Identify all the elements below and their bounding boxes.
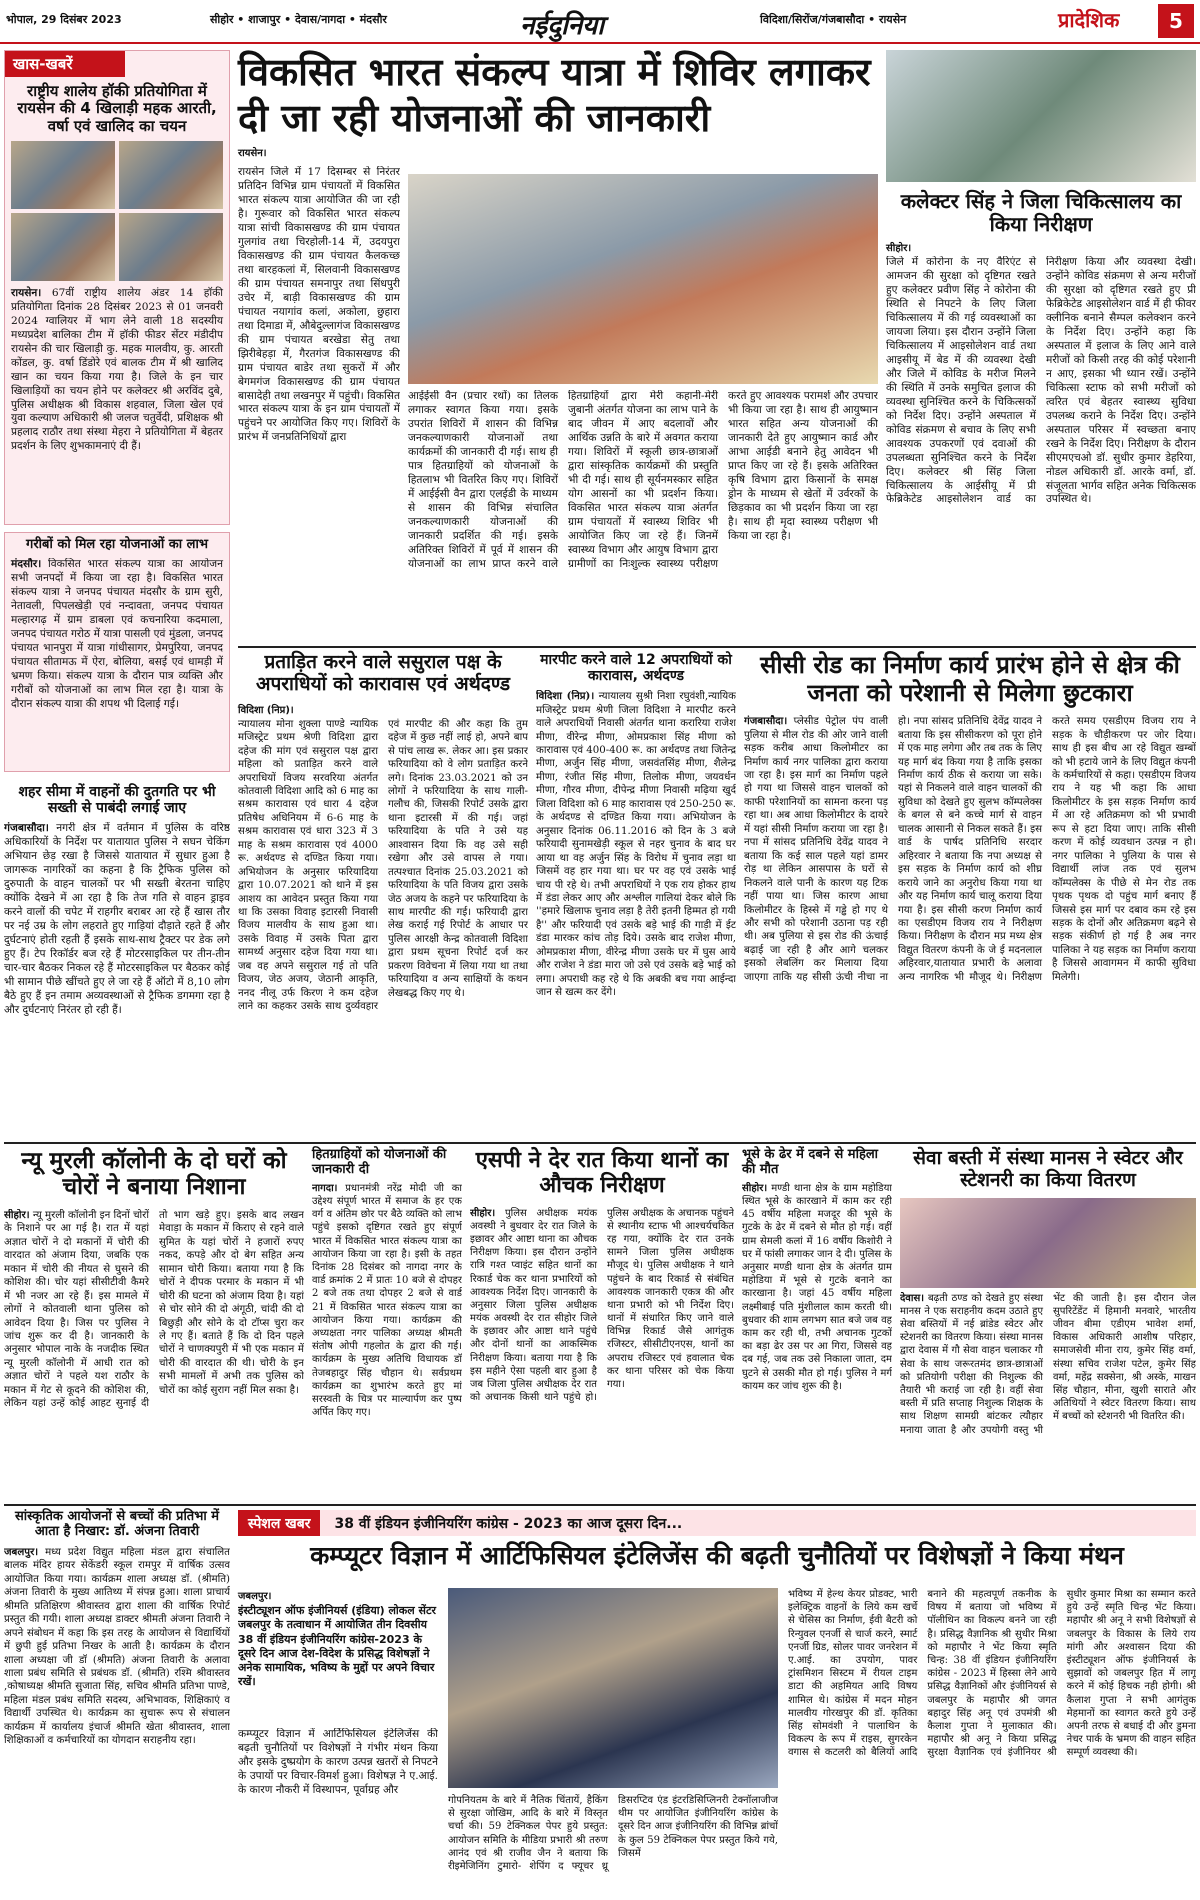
lead-headline: विकसित भारत संकल्प यात्रा में शिविर लगाकर दी जा रही योजनाओं की जानकारी [238, 50, 871, 140]
shahar-headline: शहर सीमा में वाहनों की दुतगति पर भी सख्ती से पाबंदी लगाई जाए [18, 784, 216, 817]
section-label: प्रादेशिक [1058, 8, 1120, 32]
hitgrahi-body-text: प्रधानमंत्री नरेंद्र मोदी जी का उद्देश्य संपूर्ण भारत में समाज के हर एक वर्ग व अंतिम छोर पर बैठे व्यक्ति को लाभ पहुंचे इसको दृष्टिगत रखते हुए संपूर्ण भारत में विकसित भारत संकल्प यात्रा का आयोजन किया जा रहा है। इसी के तहत दिनांक 28 दिसंबर को नागदा नगर के वार्ड क्रमांक 2 में प्रातः 10 बजे से दोपहर 2 बजे तक तथा दोपहर 2 बजे से वार्ड 21 में विकसित भारत संकल्प यात्रा का आयोजन किया गया। कार्यक्रम की अध्यक्षता नगर पालिका अध्यक्ष श्रीमती संतोष ओपी गहलोत के द्वारा की गई। कार्यक्रम के मुख्य अतिथि विधायक डॉ तेजबहादुर सिंह चौहान थे। सर्वप्रथम कार्यक्रम का शुभारंभ करते हुए मां सरस्वती के चित्र पर माल्यार्पण कर पुष्प अर्पित किए गए। [312, 1182, 462, 1419]
sp-article [470, 1148, 734, 1498]
divider [238, 646, 1196, 648]
marpit-body [536, 690, 736, 1126]
bhookh-dateline: सीहोर। [742, 1182, 768, 1194]
sp-body-text: पुलिस अधीक्षक मयंक अवस्थी ने बुधवार देर रात जिले के इछावर और आष्टा थाना का औचक निरीक्षण किया। इस दौरान उन्होंने रात्रि गश्त प्वाइंट सहित थानों का रिकार्ड चेक कर थाना प्रभारियों को आवश्यक निर्देश दिए। जानकारी के अनुसार जिला पुलिस अधीक्षक मयंक अवस्थी देर रात सीहोर जिले के इछावर और आष्टा थाने पहुंचे और दोनों थानों का आकस्मिक निरीक्षण किया। बताया गया है कि इस महीने ऐसा पहली बार हुआ है जब जिला पुलिस अधीक्षक देर रात को अचानक किसी थाने पहुंचे हो। पुलिस अधीक्षक के अचानक पहुंचने से स्थानीय स्टाफ भी आश्चर्यचकित रह गया, क्योंकि देर रात उनके सामने जिला पुलिस अधीक्षक मौजूद थे। पुलिस अधीक्षक ने थाने पहुंचने के बाद रिकार्ड से संबंधित आवश्यक जानकारी एकत्र की और थाना प्रभारी को भी निर्देश दिए। थानों में संधारित किए जाने वाले विभिन्न रिकार्ड जैसे आगंतुक रजिस्टर, सीसीटीएनएस, थानों का अपराध रजिस्टर एवं हवालात चेक कर थाना परिसर को चेक किया गया। [470, 1207, 734, 1404]
special-body-1: कम्प्यूटर विज्ञान में आर्टिफिसियल इंटेलिजेंस की बढ़ती चुनौतियों पर विशेषज्ञों ने गंभीर मंथन किया और इसके दुष्प्रयोग के कारण उत्पन्न खतरों से निपटने के उपायों पर विचार-विमर्श हुआ। विशेषज्ञ ने ए.आई. के कारण नौकरी में विस्थापन, पूर्वाग्रह और [238, 1728, 438, 1796]
khas-photos [5, 141, 229, 281]
bhookh-body [742, 1182, 892, 1482]
divider [4, 1504, 1196, 1506]
sewa-photo [900, 1198, 1196, 1288]
sp-body [470, 1207, 734, 1493]
lead-body-col2: आईईसी वैन (प्रचार रथों) का तिलक लगाकर स्वागत किया गया। इसके उपरांत शिविरों में शासन की विभिन्न जनकल्याणकारी योजनाओं तथा कार्यक्रमों की जानकारी दी गई। साथ ही पात्र हितग्राहियों को योजनाओं के हितलाभ भी वितरित किए गए। शिविरों में आईईसी वैन द्वारा एलईडी के माध्यम से शासन की विभिन्न संचालित जनकल्याणकारी योजनाओं की जानकारी प्रदर्शित की गई। इसके अतिरिक्त शिविरों में पूर्व में शासन की योजनाओं का लाभ प्राप्त करने वाले हितग्राहियों द्वारा मेरी कहानी-मेरी जुबानी अंतर्गत योजना का लाभ पाने के बाद जीवन में आए बदलावों और आर्थिक उन्नति के बारे में अवगत कराया गया। शिविरों में स्कूली छात्र-छात्राओं द्वारा सांस्कृतिक कार्यक्रमों की प्रस्तुति भी दी गई। साथ ही सूर्यनमस्कार सहित योग आसनों का भी प्रदर्शन किया। विकसित भारत संकल्प यात्रा अंतर्गत ग्राम पंचायतों में स्वास्थ्य शिविर भी आयोजित किए जा रहे हैं। जिनमें स्वास्थ्य विभाग और आयुष विभाग द्वारा ग्रामीणों का निःशुल्क स्वास्थ्य परीक्षण करते हुए आवश्यक परामर्श और उपचार भी किया जा रहा है। साथ ही आयुष्मान भारत सहित अन्य योजनाओं की जानकारी देते हुए आयुष्मान कार्ड और आभा आईडी बनाने हेतु आवेदन भी प्राप्त किए जा रहे हैं। इसके अतिरिक्त कृषि विभाग द्वारा किसानों के समक्ष ड्रोन के माध्यम से खेतों में उर्वरकों के छिड़काव का भी प्रदर्शन किया जा रहा है। साथ ही मृदा स्वास्थ्य परीक्षण भी किया जा रहा है। [408, 390, 878, 570]
bhookh-headline: भूसे के ढेर में दबने से महिला की मौत [742, 1147, 879, 1177]
murli-article [4, 1148, 304, 1498]
hitgrahi-article [312, 1148, 462, 1498]
masthead-cities-left: सीहोर • शाजापुर • देवास/नागदा • मंदसौर [210, 13, 387, 26]
sewa-article [900, 1148, 1196, 1498]
khas-khabar-box [4, 50, 230, 525]
special-caption: गोपनियतम के बारे में नैतिक चिंतायें, हैकिंग से सुरक्षा जोखिम, आदि के बारे में विस्तृत चर्चा की। 59 टेक्निकल पेपर हुये प्रस्तुत: आयोजन समिति के मीडिया प्रभारी श्री तरुण आनंद एवं श्री राजीव जैन ने बताया कि रीइमेजिनिंग टुमारो- शेपिंग द फ्यूचर थ्रू डिसरप्टिव एंड इंटरडिसिप्लिनरी टेक्नॉलाजीज थीम पर आयोजित इंजीनियरिंग कांग्रेस के दूसरे दिन आज इंजीनियरिंग की विभिन्न ब्रांचों के कुल 59 टेक्निकल पेपर प्रस्तुत किये गये, जिसमें [448, 1795, 778, 1872]
shahar-body [4, 822, 230, 1127]
pratadit-article [238, 652, 528, 1138]
shahar-body-text: नगरी क्षेत्र में वर्तमान में पुलिस के वरिष्ठ अधिकारियों के निर्देश पर यातायात पुलिस ने सघन चेकिंग अभियान छेड़ रखा है जिससे यातायात में सुधार हुआ है जागरूक नागरिकों का कहना है कि ट्रैफिक पुलिस को दुरुपाती के वाहन चालकों पर भी सख्ती बेरतना चाहिए क्योंकि देखने में आ रहा है कि तेज गति से वाहन ड्राइव करने वालों की चपेट में राहगीर बराबर आ रहे हैं खास तौर पर नई उम्र के लोग लहराते हुए गाड़ियां दौड़ाते रहते हैं और दुर्घटनाएं होती रहती हैं इसके साथ-साथ ट्रैक्टर पर डेक लगे हुए हैं। टेप रिकॉर्डर बज रहे हैं मोटरसाइकिल पर तीन-तीन चार-चार बैठकर निकल रहे हैं मोटरसाइकिल पर बैठकर कोई भी सामान पीछे खींचते हुए ले जा रहे हैं ऑटो में 8,10 लोग बैठे हुए हैं इन तमाम अव्यवस्थाओं से ट्रैफिक डगमगा रहा है और दुर्घटनाएं निरंतर हो रही हैं। [4, 822, 230, 1016]
sanskritik-body [4, 1546, 230, 1888]
shahar-article [4, 782, 230, 1137]
sanskritik-headline: सांस्कृतिक आयोजनों से बच्चों की प्रतिभा में आता है निखार: डॉ. अंजना तिवारी [14, 1509, 220, 1539]
collector-dateline: सीहोर। [886, 243, 912, 254]
masthead [0, 0, 1200, 44]
player-photo [119, 213, 223, 281]
marpit-headline: मारपीट करने वाले 12 अपराधियों को कारावास, अर्थदण्ड [540, 652, 732, 685]
player-photo [11, 141, 115, 209]
page-number: 5 [1158, 4, 1194, 38]
special-article [238, 1510, 1196, 1895]
special-dateline: जबलपुर। [238, 1591, 272, 1602]
ccroad-body-text: प्लेसीड पेट्रोल पंप वाली पुलिया से मील रोड की ओर जाने वाली सड़क करीब आधा किलोमीटर का निर्माण कार्य नगर पालिका द्वारा कराया जा रहा है। इस मार्ग का निर्माण पहले हो गया था जिससे वाहन चालकों को काफी परेशानियों का सामना करना पड़ रहा था। अब आधा किलोमीटर के दायरे में यहां सीसी निर्माण कराया जा रहा है। नपा में सांसद प्रतिनिधि देवेंद्र यादव ने बताया कि कई साल पहले यहां डामर रोड़ था लेकिन आसपास के घरों से निकलने वाले पानी के कारण यह टिक नहीं पाया था। जिस कारण आधा किलोमीटर के हिस्से में गड्ढे हो गए थे और सभी को परेशानी उठाना पड़ रही थी। अब पुलिया से इस रोड की ऊंचाई बढ़ाई जा रही है और आगे चलकर इसको लेबलिंग कर मिलाया दिया जाएगा ताकि यह सीसी ऊंची नीचा ना हो। नपा सांसद प्रतिनिधि देवेंद्र यादव ने बताया कि इस सीसीकरण को पूरा होने में एक माह लगेगा और तब तक के लिए यह मार्ग बंद किया गया है ताकि इसका निर्माण कार्य ठीक से कराया जा सके। यहां से निकलने वाले वाहन चालकों की सुविधा को देखते हुए सुलभ कॉम्पलेक्स के बगल से बने कच्चे मार्ग से वाहन चालक आसानी से निकल सकते हैं। इस वार्ड के पार्षद प्रतिनिधि सरदार अहिरवार ने बताया कि नपा अध्यक्ष से इस सड़क के निर्माण कार्य को शीघ्र कराये जाने का अनुरोध किया गया था और यह निर्माण कार्य चालू कराया दिया गया है। इस सीसी करण निर्माण कार्य का एसडीएम विजय राय ने निरीक्षण किया। निरीक्षण के दौरान मप्र मध्य क्षेत्र विद्युत वितरण कंपनी के जे ई मदनलाल अहिरवार,यातायात प्रभारी के अलावा अन्य नागरिक भी मौजूद थे। निरीक्षण करते समय एसडीएम विजय राय ने सड़क के चौड़ीकरण पर जोर दिया। साथ ही इस बीच आ रहे विद्युत खम्बों को भी हटाये जाने के लिए विद्युत कंपनी के कर्मचारियों से कहा। एसडीएम विजय राय ने यह भी कहा कि आधा किलोमीटर के इस सड़क निर्माण कार्य में आ रहे अतिक्रमण को भी प्रभावी रूप से हटा दिया जाए। ताकि सीसी करण में कोई व्यवधान उत्पन्न न हो। नगर पालिका ने पुलिया के पास से विद्यार्थी लांज तक एवं सुलभ कॉम्पलेक्स के पीछे से मेन रोड तक पृथक पृथक दो पहुंच मार्ग बनाए हैं जिससे इस मार्ग पर दबाव कम रहे इस सड़क के दोनों और अतिक्रमण बढ़ने से सड़क संकीर्ण हो गई है अब नगर पालिका ने यह सड़क का निर्माण कराया है जिससे आवागमन में काफी सुविधा मिलेगी। [744, 716, 1196, 983]
collector-body: जिले में कोरोना के नए वैरिएंट से आमजन की सुरक्षा को दृष्टिगत रखते हुए कलेक्टर प्रवीण सिंह ने कोरोना की स्थिति से निपटने के लिए जिला चिकित्सालय में की गई व्यवस्थाओं का जायजा लिया। इस दौरान उन्होंने जिला चिकित्सालय में आइसोलेशन वार्ड तथा आइसीयू में बेड में की व्यवस्था देखी और जिले में कोविड के मरीज मिलने की स्थिति में उनके समुचित इलाज की व्यवस्था सुनिश्चित करने के चिकित्सकों को निर्देश दिए। उन्होंने अस्पताल में कोविड संक्रमण से बचाव के लिए सभी आवश्यक उपकरणों एवं दवाओं की उपलब्धता सुनिश्चित करने के निर्देश दिए। कलेक्टर श्री सिंह जिला चिकित्सालय के आईसीयू में प्री फेब्रिकेटेड आइसोलेशन वार्ड का निरीक्षण किया और व्यवस्था देखी। उन्होंने कोविड संक्रमण से अन्य मरीजों की सुरक्षा को दृष्टिगत रखते हुए प्री फेब्रिकेटेड आइसोलेशन वार्ड में ही फीवर क्लीनिक बनाने सैम्पल कलेक्शन करने के निर्देश दिए। उन्होंने कहा कि अस्पताल में इलाज के लिए आने वाले मरीजों को किसी तरह की कोई परेशानी न आए, इसका भी ध्यान रखें। उन्होंने चिकित्सा स्टाफ को सभी मरीजों को त्वरित एवं बेहतर स्वास्थ्य सुविधा उपलब्ध कराने के निर्देश दिए। उन्होंने अस्पताल परिसर में स्वच्छता बनाए रखने के निर्देश दिए। निरीक्षण के दौरान सीएमएचओ डॉ. सुधीर कुमार डेहरिया, नोडल अधिकारी डॉ. आरके वर्मा, डॉ. संजूलता भार्गव सहित अनेक चिकित्सक उपस्थित थे। [886, 256, 1196, 506]
khas-body [5, 281, 229, 503]
sp-dateline: सीहोर। [470, 1207, 496, 1219]
pratadit-body: न्यायालय मोना शुक्ला पाण्डे न्यायिक मजिस्ट्रेट प्रथम श्रेणी विदिशा द्वारा दहेज की मांग एवं ससुराल पक्ष द्वारा महिला को प्रताड़ित करने वाले अपराधियों विजय सरवरिया अंतर्गत कोतवाली विदिशा आदि को 6 माह का सश्रम कारावास एवं धारा 4 दहेज प्रतिषेध अधिनियम में 6-6 माह के सश्रम कारावास एवं धारा 323 में 3 माह के सश्रम कारावास एवं 4000 रू. अर्थदण्ड से दण्डित किया गया। अभियोजन के अनुसार फरियादिया द्वारा 10.07.2021 को थाने में इस आशय का आवेदन प्रस्तुत किया गया था कि उसका विवाह इटारसी निवासी विजय मालवीय के साथ हुआ था। उसके विवाह में उसके पिता द्वारा सामर्थ्य अनुसार दहेज दिया गया था। जब वह अपने ससुराल गई तो पति विजय, जेठ अजय, जेठानी आकृति, ननद नीलू उर्फ किरण ने कम दहेज लाने का कहकर उसके साथ दुर्व्यवहार एवं मारपीट की और कहा कि तुम दहेज में कुछ नहीं लाई हो, अपने बाप से पांच लाख रू. लेकर आ। इस प्रकार फरियादिया को वे लोग प्रताड़ित करने लगे। दिनांक 23.03.2021 को उन लोगों ने फरियादिया के साथ गाली-गलौच की, जिसकी रिपोर्ट उसके द्वारा थाना इटारसी में की गई। जहां फरियादिया के पति ने उसे यह आश्वासन दिया कि वह उसे सही रखेगा और उसे वापस ले गया। तत्पश्चात दिनांक 25.03.2021 को फरियादिया के पति विजय द्वारा उसके जेठ अजय के कहने पर फरियादिया के साथ मारपीट की गई। फरियादी द्वारा लेख कराई गई रिपोर्ट के आधार पर पुलिस आरक्षी केन्द्र कोतवाली विदिशा द्वारा प्रथम सूचना रिपोर्ट दर्ज कर प्रकरण विवेचना में लिया गया था तथा फरियादिया व अन्य साक्षियों के कथन लेखबद्ध किए गए थे। [238, 718, 528, 1013]
sewa-body [900, 1292, 1196, 1478]
bhookh-body-text: मण्डी थाना क्षेत्र के ग्राम महोडिया स्थित भूसे के कारखाने में काम कर रही 45 वर्षीय महिला मजदूर की भूसे के गुटके के ढेर में दबने से मौत हो गई। वहीं ग्राम सेमली कलां में 16 वर्षीय किशोरी ने घर में फांसी लगाकर जान दे दी। पुलिस के अनुसार मण्डी थाना क्षेत्र के अंतर्गत ग्राम महोडिया में भूसे से गुटके बनाने का कारखाना है। जहां 45 वर्षीय महिला लक्ष्मीबाई पति मुंशीलाल काम करती थी। बुधवार की शाम लगभग सात बजे जब वह काम कर रही थी, तभी अचानक गुटकों का बड़ा ढेर उस पर आ गिरा, जिससे वह दब गई, जब तक उसे निकाला जाता, दम घुटने से उसकी मौत हो गई। पुलिस ने मर्ग कायम कर जांच शुरू की है। [742, 1182, 892, 1392]
newspaper-logo: नईदुनिया [520, 11, 604, 41]
player-photo [119, 141, 223, 209]
ccroad-dateline: गंजबासौदा। [744, 715, 788, 728]
divider [4, 1142, 1196, 1144]
special-photo [448, 1588, 778, 1788]
sewa-headline: सेवा बस्ती में संस्था मानस ने स्वेटर और स्टेशनरी का किया वितरण [913, 1147, 1183, 1191]
khas-dateline: रायसेन। [11, 286, 42, 299]
player-photo [11, 213, 115, 281]
special-banner [238, 1510, 1196, 1536]
sanskritik-article [4, 1510, 230, 1895]
hitgrahi-headline: हितग्राहियों को योजनाओं की जानकारी दी [312, 1147, 447, 1177]
special-label: स्पेशल खबर [238, 1510, 320, 1536]
murli-body-text: न्यू मुरली कॉलोनी इन दिनों चोरों के निशाने पर आ गई है। रात में यहां अज्ञात चोरों ने दो मकानों में चोरी की वारदात को अंजाम दिया, जबकि एक मकान में चोरी की नीयत से घुसने की कोशिश की। चोर यहां सीसीटीवी कैमरे में भी नजर आ रहे हैं। इस मामले में लोगों ने कोतवाली थाना पुलिस को आवेदन दिया है। जिस पर पुलिस ने जांच शुरू कर दी है। जानकारी के अनुसार भोपाल नाके के नजदीक स्थित न्यू मुरली कॉलोनी में आधी रात को अज्ञात चोरों ने पहले यश राठौर के मकान में गेट से कूदने की कोशिश की, लेकिन यहां उन्हें कोई आहट सुनाई दी तो भाग खड़े हुए। इसके बाद लखन मेवाड़ा के मकान में किराए से रहने वाले सुमित के यहां चोरों ने हजारों रुपए नकद, कपड़े और दो बेग सहित अन्य सामान चोरी किया। बताया गया है कि चोरों ने दीपक परमार के मकान में भी चोरी की घटना को अंजाम दिया है। यहां से चोर सोने की दो अंगूठी, चांदी की दो बिछुड़ी और सोने के दो टॉप्स चुरा कर ले गए हैं। बताते हैं कि दो दिन पहले चोरों ने चाणक्यपुरी में भी एक मकान में चोरी की वारदात की थी। चोरी के इन सभी मामलों में अभी तक पुलिस को चोरों का कोई सुराग नहीं मिल सका है। [4, 1209, 304, 1410]
murli-dateline: सीहोर। [4, 1208, 30, 1221]
hitgrahi-body [312, 1182, 462, 1482]
hitgrahi-dateline: नागदा। [312, 1182, 338, 1194]
marpit-article [536, 652, 736, 1138]
ccroad-body [744, 715, 1196, 1123]
ccroad-article [744, 652, 1196, 1138]
masthead-cities-right: विदिशा/सिरोंज/गंजबासौदा • रायसेन [760, 13, 907, 26]
masthead-date: भोपाल, 29 दिसंबर 2023 [6, 13, 122, 26]
sewa-body-text: बढ़ती ठण्ड को देखते हुए संस्था मानस ने एक सराहनीय कदम उठाते हुए सेवा बस्तियों में नई ब्रांडेड स्वेटर और स्टेशनरी का वितरण किया। संस्था मानस द्वारा देवास में गौ सेवा वाहन चलाकर गौ सेवा के साथ जरूरतमंद छात्र-छात्राओं को प्रतियोगी परीक्षा की निशुल्क की तैयारी भी कराई जा रही है। वहीं सेवा बस्ती में प्रति सप्ताह निशुल्क शिक्षक के साथ शिक्षण सामग्री बांटकर त्यौहार मनाया जाता है और उपयोगी वस्तु भी भेंट की जाती है। इस दौरान जेल सुपरिटेंडेंट में हिमानी मनवारे, भारतीय जीवन बीमा एडीएम भावेश शर्मा, विकास अधिकारी आशीष परिहार, समाजसेवी मीना राय, कुमेर सिंह वर्मा, संस्था सचिव राजेश पटेल, कुमेर सिंह वर्मा, महेंद्र सक्सेना, श्री अस्के, माखन सिंह चौहान, मीना, खुशी साराते और अतिथियों ने स्वेटर वितरण किया। साथ में बच्चों को स्टेशनरी भी वितरित की। [900, 1292, 1196, 1436]
collector-photo [886, 50, 1196, 182]
murli-headline: न्यू मुरली कॉलोनी के दो घरों को चोरों ने बनाया निशाना [21, 1148, 287, 1201]
lead-body-col1: रायसेन जिले में 17 दिसम्बर से निरंतर प्रतिदिन विभिन्न ग्राम पंचायतों में विकसित भारत संकल्प यात्रा आयोजित की जा रही है। गुरूवार को विकसित भारत संकल्प यात्रा सांची विकासखण्ड की ग्राम पंचायत गुलगांव तथा चिरहोली-14 में, उदयपुरा विकासखण्ड की ग्राम पंचायत कैलकच्छ तथा बारहकलां में, सिलवानी विकासखण्ड की ग्राम पंचायत समनापुर तथा सिंधपुरी उचेर में, बाड़ी विकासखण्ड की ग्राम पंचायत नयागांव कलां, अकोला, छुहारा तथा दिमाडा में, औबेदुल्लागंज विकासखण्ड की ग्राम पंचायत बरखेडा सेतु तथा झिरीबेहड़ा में, गैरतगंज विकासखण्ड की ग्राम पंचायत बाडेर तथा सुकरों में और बेगमगंज विकासखण्ड की ग्राम पंचायत बासादेही तथा लखनपुर में पहुंची। विकसित भारत संकल्प यात्रा के इन ग्राम पंचायतों में पहुंचने पर आयोजित किए गए। शिविरों के प्रारंभ में जनप्रतिनिधियों द्वारा [238, 166, 400, 444]
marpit-dateline: विदिशा (निप्र)। [536, 690, 595, 703]
pratadit-headline: प्रताड़ित करने वाले ससुराल पक्ष के अपराधियों को कारावास एवं अर्थदण्ड [255, 651, 511, 695]
bhookh-article [742, 1148, 892, 1498]
special-ticker: 38 वीं इंडियन इंजीनियरिंग कांग्रेस - 2023 का आज दूसरा दिन... [334, 1515, 683, 1532]
sanskritik-dateline: जबलपुर। [4, 1545, 39, 1558]
lead-dateline: रायसेन। [238, 148, 267, 160]
pratadit-dateline: विदिशा (निप्र)। [238, 704, 294, 716]
sanskritik-body-text: मध्य प्रदेश विद्युत महिला मंडल द्वारा संचालित बालक मंदिर हायर सेकेंडरी स्कूल रामपुर में वार्षिक उत्सव आयोजित किया गया। कार्यक्रम शाला अध्यक्ष डॉ. (श्रीमति) अंजना तिवारी के मुख्य आतिथ्य में संपन्न हुआ। शाला प्राचार्य श्रीमति प्रतिक्षिरण श्रीवास्तव द्वारा शाला की वार्षिक रिपोर्ट प्रस्तुत की गयी। शाला अध्यक्ष डाक्टर श्रीमती अंजना तिवारी ने अपने संबोधन में कहा कि इस तरह के आयोजन से विद्यार्थियों में छुपी हुई प्रतिभा निखर के आती है। कार्यक्रम के दौरान शाला अध्यक्षा जी डॉ (श्रीमति) अंजना तिवारी के अलावा शाला प्रबंध समिति से प्रबंधक डॉ. (श्रीमति) रश्मि श्रीवास्तव ,कोषाध्यक्ष श्रीमति सुजाता सिंह, सचिव श्रीमति प्रतिभा पाण्डे, महिला मंडल प्रबंध समिति सदस्य, अभिभावक, शिक्षिकाएं व विद्यार्थी उपस्थित थे। कार्यक्रम का सुचारू रूप से संचालन कार्यक्रम में कार्यालय इंचार्ज श्रीमति खेता श्रीवास्तव, शाला शिक्षिकाओं व कर्मचारियों का योगदान सराहनीय रहा। [4, 1546, 230, 1747]
garibon-dateline: मंदसौर। [11, 557, 42, 570]
murli-body [4, 1209, 304, 1489]
special-intro: इंस्टीट्यूशन ऑफ इंजीनियर्स (इंडिया) लोकल सेंटर जबलपुर के तत्वाधान में आयोजित तीन दिवसीय 38 वीं इंडियन इंजीनियरिंग कांग्रेस-2023 के दूसरे दिन आज देश-विदेश के प्रसिद्ध विशेषज्ञों ने अनेक सामायिक, भविष्य के मुद्दों पर अपने विचार रखें। [238, 1604, 436, 1689]
khas-khabar-label: खास-खबरें [5, 51, 125, 77]
khas-body-text: 67वीं राष्ट्रीय शालेय अंडर 14 हॉकी प्रतियोगिता दिनांक 28 दिसंबर 2023 से 01 जनवरी 2024 ग्वालियर में भाग लेने वाली 18 सदस्यीय मध्यप्रदेश बालिका टीम में हॉकी फीडर सेंटर मंडीदीप रायसेन की चार खिलाड़ी कु. महक मालवीय, कु. आरती कोंडल, कु. वर्षा डिंडोरे एवं बालक टीम में श्री खालिद खान का चयन किया गया है। जिले के इन चार खिलाड़ियों का चयन होने पर कलेक्टर श्री अरविंद दुबे, पुलिस अधीक्षक श्री विकास शहवाल, जिला खेल एवं युवा कल्याण अधिकारी श्री जलज चतुर्वेदी, प्रशिक्षक श्री प्रहलाद राठौर तथा संस्था मेहरा ने प्रतियोगिता में बेहतर प्रदर्शन के लिए शुभकामनाएं दी हैं। [11, 286, 223, 453]
collector-headline: कलेक्टर सिंह ने जिला चिकित्सालय का किया निरीक्षण [900, 189, 1182, 236]
garibon-body-text: विकसित भारत संकल्प यात्रा का आयोजन सभी जनपदों में किया जा रहा है। विकसित भारत संकल्प यात्रा ने जनपद पंचायत मंदसौर के ग्राम सुरी, नेतावली, पिपलखेड़ी एवं नन्दावता, जनपद पंचायत मल्हारगढ़ में ग्राम डाबला एवं कचनारिया कदमाला, जनपद पंचायत गरोठ में यात्रा पासली एवं मुंडला, जनपद पंचायत भानपुरा में यात्रा गांधीसागर, प्रेमपुरिया, जनपद पंचायत सीतामऊ में ऐरा, बोलिया, बसई एवं धामड़ी में भ्रमण किया। संकल्प यात्रा के दौरान पात्र व्यक्ति और गरीबों को योजनाओं का लाभ मिल रहा है। यात्रा के दौरान संकल्प यात्रा की शपथ भी दिलाई गई। [11, 557, 223, 710]
garibon-body [5, 558, 229, 758]
garibon-headline: गरीबों को मिल रहा योजनाओं का लाभ [26, 537, 208, 552]
lead-photo [408, 174, 878, 384]
special-headline: कम्प्यूटर विज्ञान में आर्टिफिसियल इंटेलिजेंस की बढ़ती चुनौतियों पर विशेषज्ञों ने किया मंथन [310, 1541, 1124, 1570]
marpit-body-text: न्यायालय सुश्री निशा रघुवंशी,न्यायिक मजिस्ट्रेट प्रथम श्रेणी जिला विदिशा ने मारपीट करने वाले अपराधियों निवासी अंतर्गत थाना करारिया राजेश मीणा, वीरेन्द्र मीणा, ओमप्रकाश सिंह मीणा को कारावास एवं 400-400 रू. का अर्थदण्ड तथा जितेन्द्र मीणा, अर्जुन सिंह मीणा, जसवंतसिंह मीणा, शैलेन्द्र मीणा, रंजीत सिंह मीणा, तिलोक मीणा, जयवर्धन मीणा, गौरव मीणा, दीपेन्द्र मीणा निवासी मढ़िया खुर्द जिला विदिशा को 6 माह कारावास एवं 250-250 रू. के अर्थदण्ड से दण्डित किया गया। अभियोजन के अनुसार दिनांक 06.11.2016 को दिन के 3 बजे फरियादी सुनामखेड़ी स्कूल से नहर चुनाव के बाद घर आया था वह अर्जुन सिंह के विरोध में चुनाव लड़ा था जिसमें वह हार गया था। घर पर वह एवं उसके भाई चाय पी रहे थे। तभी अपराधियों ने एक राय होकर हाथ में डंडा लेकर आए और अश्लील गालियां देकर बोले कि ''हमारे खिलाफ चुनाव लड़ा है तेरी इतनी हिम्मत हो गयी है'' और फरियादी एवं उसके बड़े भाई की गाड़ी में ईट डंडा मारकर कांच तोड़ दिये। उसके बाद राजेश मीणा, ओमप्रकाश मीणा, वीरेन्द्र मीणा उसके घर में घुस आये और राजेश ने डंडा मारा जो उसे एवं उसके बड़े भाई को लगा। अपराधी कह रहे थे कि अबकी बच गया आईन्दा जान से खत्म कर देंगे। [536, 691, 736, 999]
khas-headline: राष्ट्रीय शालेय हॉकी प्रतियोगिता में रायसेन की 4 खिलाड़ी महक आरती, वर्षा एवं खालिद का चयन [17, 82, 217, 135]
ccroad-headline: सीसी रोड का निर्माण कार्य प्रारंभ होने से क्षेत्र की जनता को परेशानी से मिलेगा छुटकारा [760, 651, 1180, 707]
collector-article [886, 50, 1196, 640]
garibon-box [4, 532, 230, 772]
sp-headline: एसपी ने देर रात किया थानों का औचक निरीक्षण [475, 1148, 729, 1199]
shahar-dateline: गंजबासौदा। [4, 822, 49, 835]
sewa-dateline: देवास। [900, 1292, 925, 1304]
special-body-2: भविष्य में हेल्थ केयर प्रोडक्ट, भारी इलेक्ट्रिक वाहनों के लिये कम खर्चे से चेसिस का निर्माण, ईवी बैटरी को रिन्युवल एनर्जी से चार्ज करने, स्मार्ट एनर्जी ग्रिड, सोलर पावर जनरेशन में ए.आई. का उपयोग, पावर ट्रांसमिशन सिस्टम में रीयल टाइम डाटा की अहमियत आदि विषय शामिल थे। कांग्रेस में मदन मोहन मालवीय गोरखपुर की डॉ. कृतिका सिंह सोमवंशी ने पालाथिन के विकल्प के रूप में राइस, सुगरकेन वगास से कटलरी को बैलियों आदि बनाने की महत्वपूर्ण तकनीक के विषय में बताया जो भविष्य में पॉलीथिन का विकल्प बनने जा रही है। प्रसिद्ध वैज्ञानिक श्री सुधीर मिश्रा को महापौर ने भेंट किया स्मृति चिन्ह: 38 वीं इंडियन इंजीनियरिंग कांग्रेस - 2023 में हिस्सा लेने आये प्रसिद्ध वैज्ञानिकों और इंजीनियर्स से जबलपुर के महापौर श्री जगत बहादुर सिंह अनू एवं उपमंत्री श्री कैलाश गुप्ता ने मुलाकात की। महापौर श्री अनू ने किया प्रसिद्ध सुरक्षा वैज्ञानिक एवं इंजीनियर श्री सुधीर कुमार मिश्रा का सम्मान करते हुये उन्हें स्मृति चिन्ह भेंट किया। महापौर श्री अनू ने सभी विशेषज्ञों से जबलपुर के विकास के लिये राय मांगी और अश्वासन दिया की इंस्टीट्यूशन ऑफ इंजीनियर्स के सुझावों को जबलपुर हित में लागू करने में कोई हिचक नही होगी। श्री कैलाश गुप्ता ने सभी आगंतुक मेहमानों का स्वागत करते हुये उन्हें अपनी तरफ से बधाई दी और डुमना नेचर पार्क के भ्रमण की वाहन सहित सम्पूर्ण व्यवस्था की। [788, 1589, 1196, 1759]
lead-article [238, 50, 878, 640]
